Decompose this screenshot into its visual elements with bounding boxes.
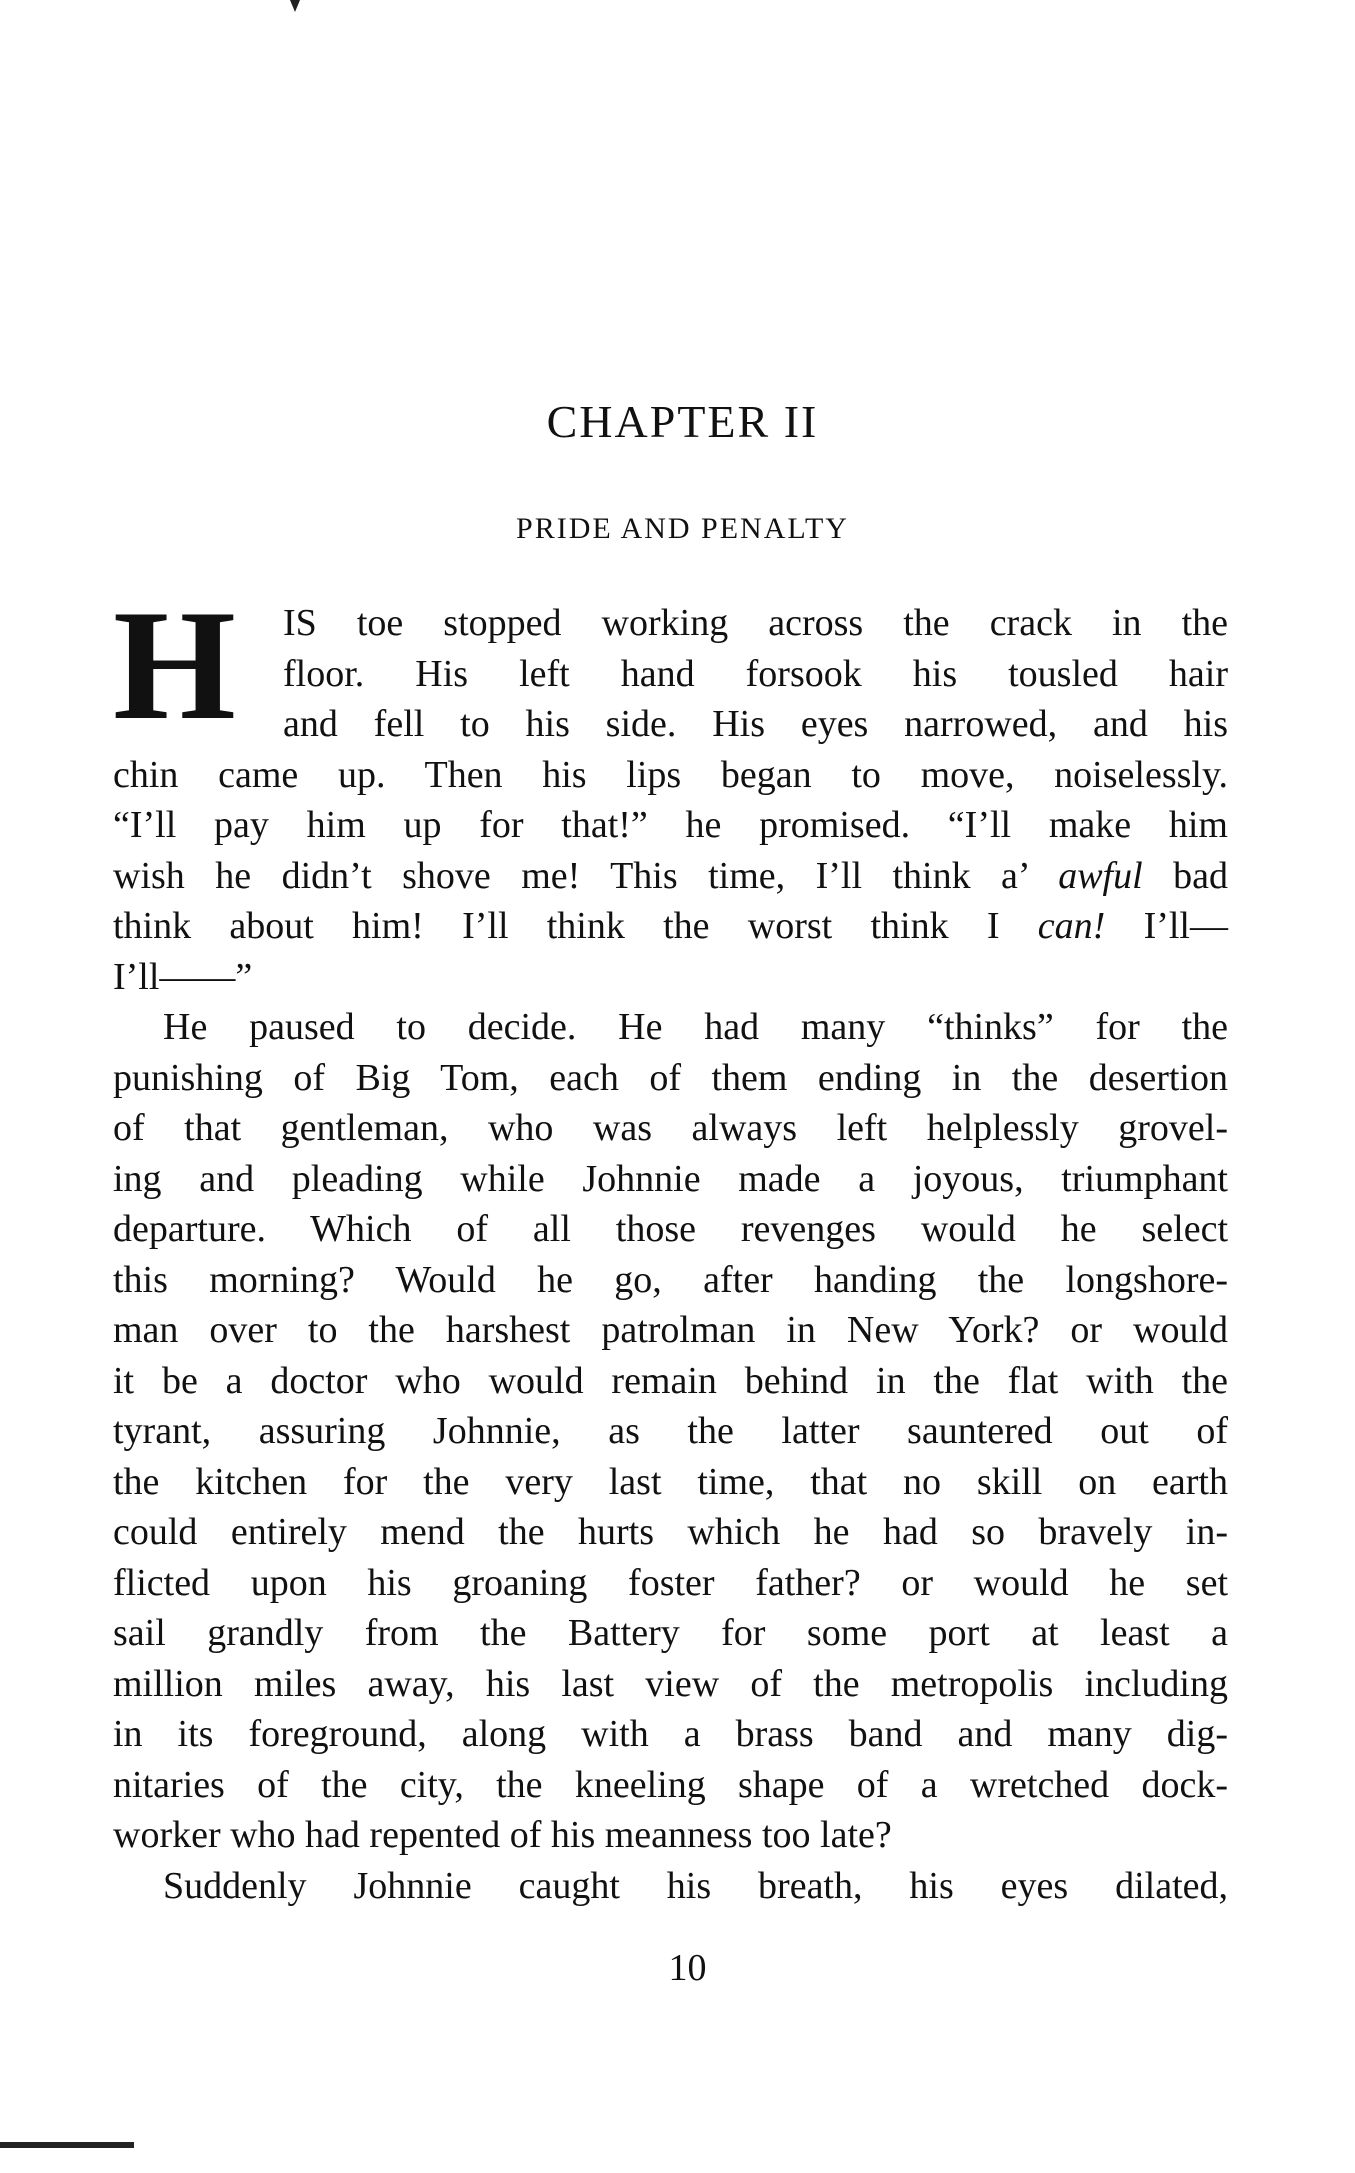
text-line: in its foreground, along with a brass band and many dig- — [113, 1713, 1228, 1755]
print-mark — [290, 0, 300, 12]
text-line: worker who had repented of his meanness too late? — [113, 1814, 892, 1856]
page-number: 10 — [668, 1947, 707, 1989]
text-line: ing and pleading while Johnnie made a joyous, triumphant — [113, 1157, 1228, 1200]
body-text — [113, 578, 1228, 1911]
text-line: and fell to his side. His eyes narrowed, and his — [283, 703, 1228, 745]
text-line: punishing of Big Tom, each of them ending in the desertion — [113, 1056, 1228, 1099]
text-line: of that gentleman, who was always left helplessly grovel- — [113, 1107, 1228, 1149]
edge-scan-mark — [0, 2142, 134, 2148]
text-line: wish he didn’t shove me! This time, I’ll think a’ awful bad — [113, 854, 1228, 897]
text-line: sail grandly from the Battery for some port at least a — [113, 1612, 1228, 1654]
text-line: million miles away, his last view of the metropolis including — [113, 1662, 1228, 1705]
drop-cap-paragraph-start — [113, 578, 1228, 753]
text-line: He paused to decide. He had many “thinks” for the — [163, 1006, 1228, 1048]
text-line: it be a doctor who would remain behind in the flat with the — [113, 1359, 1228, 1402]
text-line: think about him! I’ll think the worst think I can! I’ll— — [113, 905, 1228, 947]
text-line: could entirely mend the hurts which he had so bravely in- — [113, 1511, 1228, 1553]
text-line: Suddenly Johnnie caught his breath, his eyes dilated, — [163, 1864, 1228, 1907]
text-line: man over to the harshest patrolman in New York? or would — [113, 1309, 1228, 1351]
text-line: chin came up. Then his lips began to move, noiselessly. — [113, 753, 1228, 796]
chapter-title: CHAPTER II — [546, 396, 819, 447]
emphasis-word: awful — [1058, 854, 1143, 897]
chapter-subtitle: PRIDE AND PENALTY — [516, 512, 849, 545]
text-line: tyrant, assuring Johnnie, as the latter sauntered out of — [113, 1410, 1228, 1452]
text-line: this morning? Would he go, after handing the longshore- — [113, 1258, 1228, 1301]
text-line: the kitchen for the very last time, that no skill on earth — [113, 1460, 1228, 1503]
emphasis-word: can! — [1037, 905, 1106, 947]
drop-cap: H — [113, 578, 236, 753]
text-line: departure. Which of all those revenges would he select — [113, 1208, 1228, 1250]
text-line: flicted upon his groaning foster father? or would he set — [113, 1561, 1228, 1604]
text-line: floor. His left hand forsook his tousled hair — [283, 652, 1228, 695]
text-line: IS toe stopped working across the crack in the — [283, 602, 1228, 644]
text-line: I’ll——” — [113, 955, 253, 998]
text-line: “I’ll pay him up for that!” he promised. “I’ll make him — [113, 804, 1228, 846]
text-line: nitaries of the city, the kneeling shape of a wretched dock- — [113, 1763, 1228, 1806]
